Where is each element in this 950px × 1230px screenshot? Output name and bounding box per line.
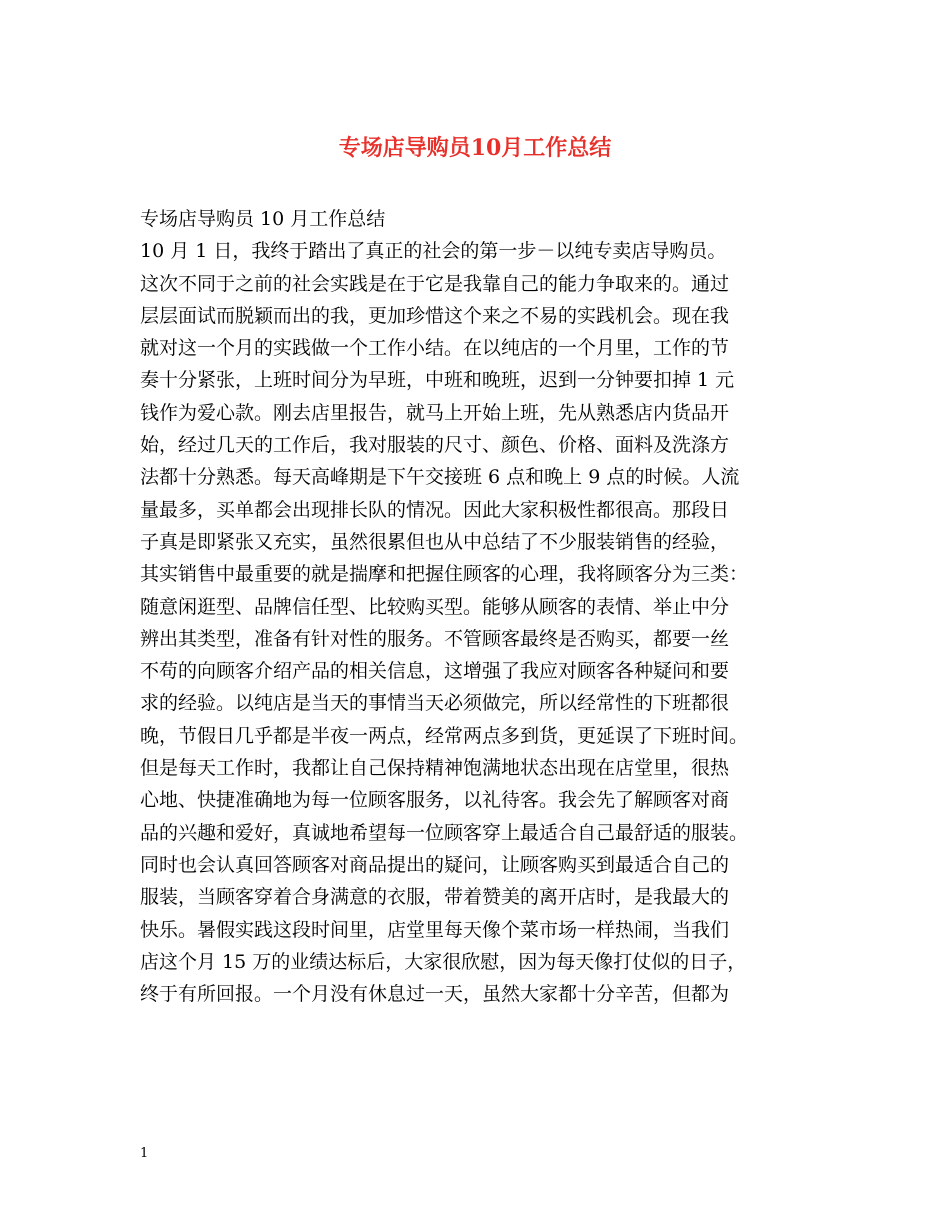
body-text-line: 层层面试而脱颖而出的我，更加珍惜这个来之不易的实践机会。现在我: [140, 304, 730, 327]
body-text-line: 但是每天工作时，我都让自己保持精神饱满地状态出现在店堂里，很热: [140, 757, 730, 780]
body-text-line: 量最多，买单都会出现排长队的情况。因此大家积极性都很高。那段日: [140, 498, 730, 521]
body-text-line: 10 月 1 日，我终于踏出了真正的社会的第一步－以纯专卖店导购员。: [140, 240, 727, 263]
document-body: [140, 203, 830, 1010]
body-text-line: 始，经过几天的工作后，我对服装的尺寸、颜色、价格、面料及洗涤方: [140, 434, 730, 457]
body-text-line: 奏十分紧张，上班时间分为早班，中班和晚班，迟到一分钟要扣掉 1 元: [140, 369, 735, 392]
body-text-line: 专场店导购员 10 月工作总结: [140, 208, 386, 230]
body-text-line: 钱作为爱心款。刚去店里报告，就马上开始上班，先从熟悉店内货品开: [140, 401, 730, 424]
body-text-line: 辨出其类型，准备有针对性的服务。不管顾客最终是否购买，都要一丝: [140, 627, 730, 650]
body-text-line: 求的经验。以纯店是当天的事情当天必须做完，所以经常性的下班都很: [140, 692, 730, 715]
body-text-line: 终于有所回报。一个月没有休息过一天，虽然大家都十分辛苦，但都为: [140, 983, 730, 1006]
body-text-line: 就对这一个月的实践做一个工作小结。在以纯店的一个月里，工作的节: [140, 337, 730, 360]
body-text-line: 不苟的向顾客介绍产品的相关信息，这增强了我应对顾客各种疑问和要: [140, 660, 730, 683]
body-text-line: 这次不同于之前的社会实践是在于它是我靠自己的能力争取来的。通过: [140, 272, 730, 295]
body-text-line: 服装，当顾客穿着合身满意的衣服，带着赞美的离开店时，是我最大的: [140, 886, 730, 909]
body-text-line: 晚，节假日几乎都是半夜一两点，经常两点多到货，更延误了下班时间。: [140, 724, 749, 747]
body-text-line: 快乐。暑假实践这段时间里，店堂里每天像个菜市场一样热闹，当我们: [140, 918, 730, 941]
body-text-line: 心地、快捷准确地为每一位顾客服务，以礼待客。我会先了解顾客对商: [140, 789, 730, 812]
body-text-line: 同时也会认真回答顾客对商品提出的疑问，让顾客购买到最适合自己的: [140, 853, 730, 876]
page-number: 1: [140, 1146, 149, 1161]
body-text-line: 子真是即紧张又充实，虽然很累但也从中总结了不少服装销售的经验，: [140, 530, 730, 553]
body-text-line: 店这个月 15 万的业绩达标后，大家很欣慰，因为每天像打仗似的日子，: [140, 950, 747, 973]
body-text-line: 随意闲逛型、品牌信任型、比较购买型。能够从顾客的表情、举止中分: [140, 595, 730, 618]
document-title: 专场店导购员10月工作总结: [338, 135, 612, 161]
body-text-line: 法都十分熟悉。每天高峰期是下午交接班 6 点和晚上 9 点的时候。人流: [140, 466, 740, 489]
body-text-line: 品的兴趣和爱好，真诚地希望每一位顾客穿上最适合自己最舒适的服装。: [140, 821, 749, 844]
body-text-line: 其实销售中最重要的就是揣摩和把握住顾客的心理，我将顾客分为三类：: [140, 563, 749, 586]
